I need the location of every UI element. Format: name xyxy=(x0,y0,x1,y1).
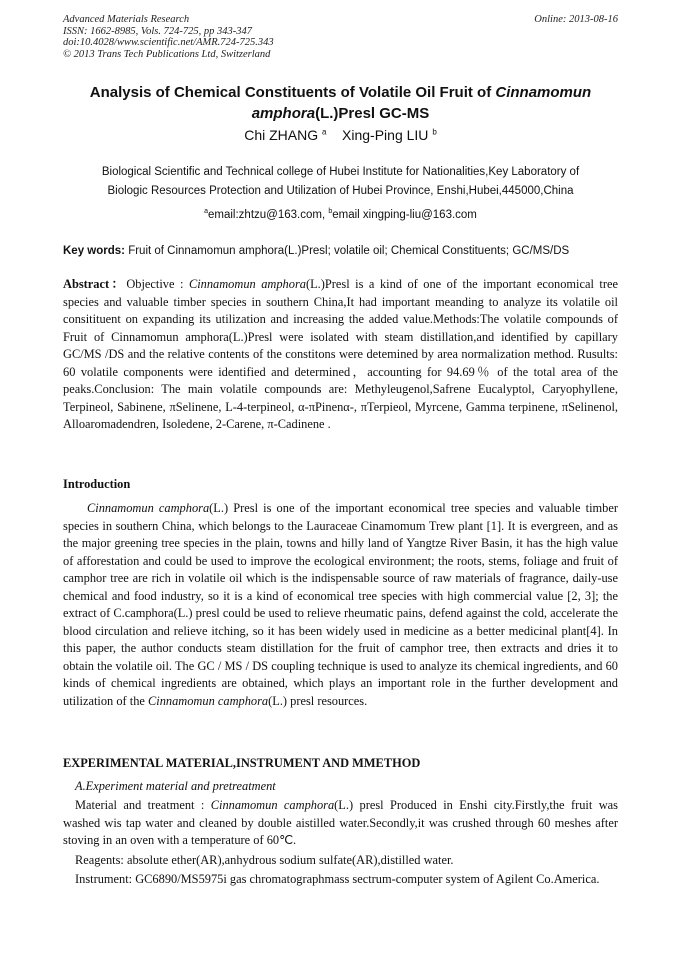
instrument-paragraph: Instrument: GC6890/MS5975i gas chromatographmass sectrum-computer system of Agilent Co.America. xyxy=(75,872,600,886)
author-1: Chi ZHANG xyxy=(244,127,319,143)
journal-header xyxy=(63,14,618,60)
author-1-mark: a xyxy=(322,127,327,137)
material-lead: Material and treatment : xyxy=(75,798,211,812)
introduction-heading: Introduction xyxy=(63,477,131,491)
author-2-mark: b xyxy=(432,127,437,137)
keywords xyxy=(63,245,618,257)
abstract-text: (L.)Presl is a kind of one of the important economical tree species and valuable timber species in southern China,It had important meanding to analyze its volatile oil consitituent on expanding its utilization and increasing the added value.Methods:The volatile compounds of Fruit of Cinnamomun amphora(L.)Presl were isolated with steam distillation,and identified by capillary GC/MS /DS and the relative contents of the constitons were detemined by area normalization method. Rusults: 60 volatile components were identified and determined，accounting for 94.69％ of the total area of the peaks.Conclusion: The main volatile compounds are: Methyleugenol,Safrene Eucalyptol, Caryophyllene, Terpineol, Sabinene, πSelinene, L-4-terpineol, α-πPinenα-, πTerpieol, Myrcene, Gamma terpinene, πSelinenol, Alloaromadendren, Isoledene, 2-Carene, π-Cadinene . xyxy=(63,277,619,431)
intro-text: (L.) Presl is one of the important economical tree species and valuable timber species in southern China, which belongs to the Lauraceae Cinamomum Trew plant [1]. It is evergreen, and as the major greening tree species in the plain, towns and hilly land of Yangtze River Basin, it has the high value of afforestation and could be used to improve the ecological environment; the roots, stems, foliage and fruit of camphor tree are rich in volatile oil which is the indispensable source of raw materials of fragrance, daily-use chemical and food industry, so it is a kind of economical tree species with high commercial value [2, 3]; the extract of C.camphora(L.) presl could be used to relieve rheumatic pains, defend against the cold, accelerate the blood circulation and relieve itching, so it has been widely used in medicine as a better medicinal plant[4]. In this paper, the author conducts steam distillation for the fruit of camphor tree, then extracts and dries it to obtain the volatile oil. The GC / MS / DS coupling technique is used to analyze its chemical ingredients, and 60 kinds of chemical ingredients are obtained, which plays an important role in the further development and utilization of the xyxy=(63,501,618,708)
introduction-paragraph xyxy=(63,500,618,710)
keywords-label: Key words: xyxy=(63,245,125,257)
keywords-text: Fruit of Cinnamomun amphora(L.)Presl; volatile oil; Chemical Constituents; GC/MS/DS xyxy=(125,245,570,257)
email-line xyxy=(63,208,618,221)
journal-name: Advanced Materials Research xyxy=(63,14,190,25)
experimental-subheading: A.Experiment material and pretreatment xyxy=(75,779,276,793)
abstract-lead: Objective : xyxy=(126,277,189,291)
intro-species: Cinnamomun camphora xyxy=(87,501,210,515)
author-2: Xing-Ping LIU xyxy=(342,127,429,143)
intro-text-end: (L.) presl resources. xyxy=(268,693,368,708)
paper-title xyxy=(63,82,618,124)
material-text: (L.) presl Produced in Enshi city.Firstly,the fruit was washed wis tap water and cleaned by double aistilled water.Secondly,it was crushed through 60 meshes after stoving in an oven with a temperature of 60℃. xyxy=(63,798,618,847)
copyright-line: © 2013 Trans Tech Publications Ltd, Switzerland xyxy=(63,48,271,60)
author-line xyxy=(63,127,618,143)
experimental-section xyxy=(63,797,618,891)
abstract-species: Cinnamomun amphora xyxy=(188,277,306,291)
affiliation-line-1: Biological Scientific and Technical college of Hubei Institute for Nationalities,Key Laboratory of xyxy=(101,166,580,178)
email-b: email xingping-liu@163.com xyxy=(332,208,477,221)
email-a: email:zhtzu@163.com, xyxy=(208,208,329,221)
title-part1: Analysis of Chemical Constituents of Volatile Oil Fruit of xyxy=(89,84,496,101)
title-part2: (L.)Presl GC-MS xyxy=(315,105,430,122)
online-date: Online: 2013-08-16 xyxy=(534,14,618,25)
abstract-label: Abstract： xyxy=(63,277,127,291)
experimental-heading: EXPERIMENTAL MATERIAL,INSTRUMENT AND MMETHOD xyxy=(63,756,421,770)
abstract xyxy=(63,276,618,434)
doi-line: doi:10.4028/www.scientific.net/AMR.724-725.343 xyxy=(63,37,274,48)
affiliation-line-2: Biologic Resources Protection and Utilization of Hubei Province, Enshi,Hubei,445000,China xyxy=(107,185,574,197)
intro-species-end: Cinnamomun camphora xyxy=(148,693,269,708)
email-b-mark: b xyxy=(328,208,333,215)
email-a-mark: a xyxy=(204,208,208,215)
affiliation xyxy=(63,163,618,201)
reagents-paragraph: Reagents: absolute ether(AR),anhydrous sodium sulfate(AR),distilled water. xyxy=(75,852,454,867)
issn-line: ISSN: 1662-8985, Vols. 724-725, pp 343-347 xyxy=(63,25,252,37)
title-species: Cinnamomun amphora xyxy=(251,84,592,122)
material-paragraph xyxy=(63,797,618,850)
material-species: Cinnamomun camphora xyxy=(210,798,335,812)
